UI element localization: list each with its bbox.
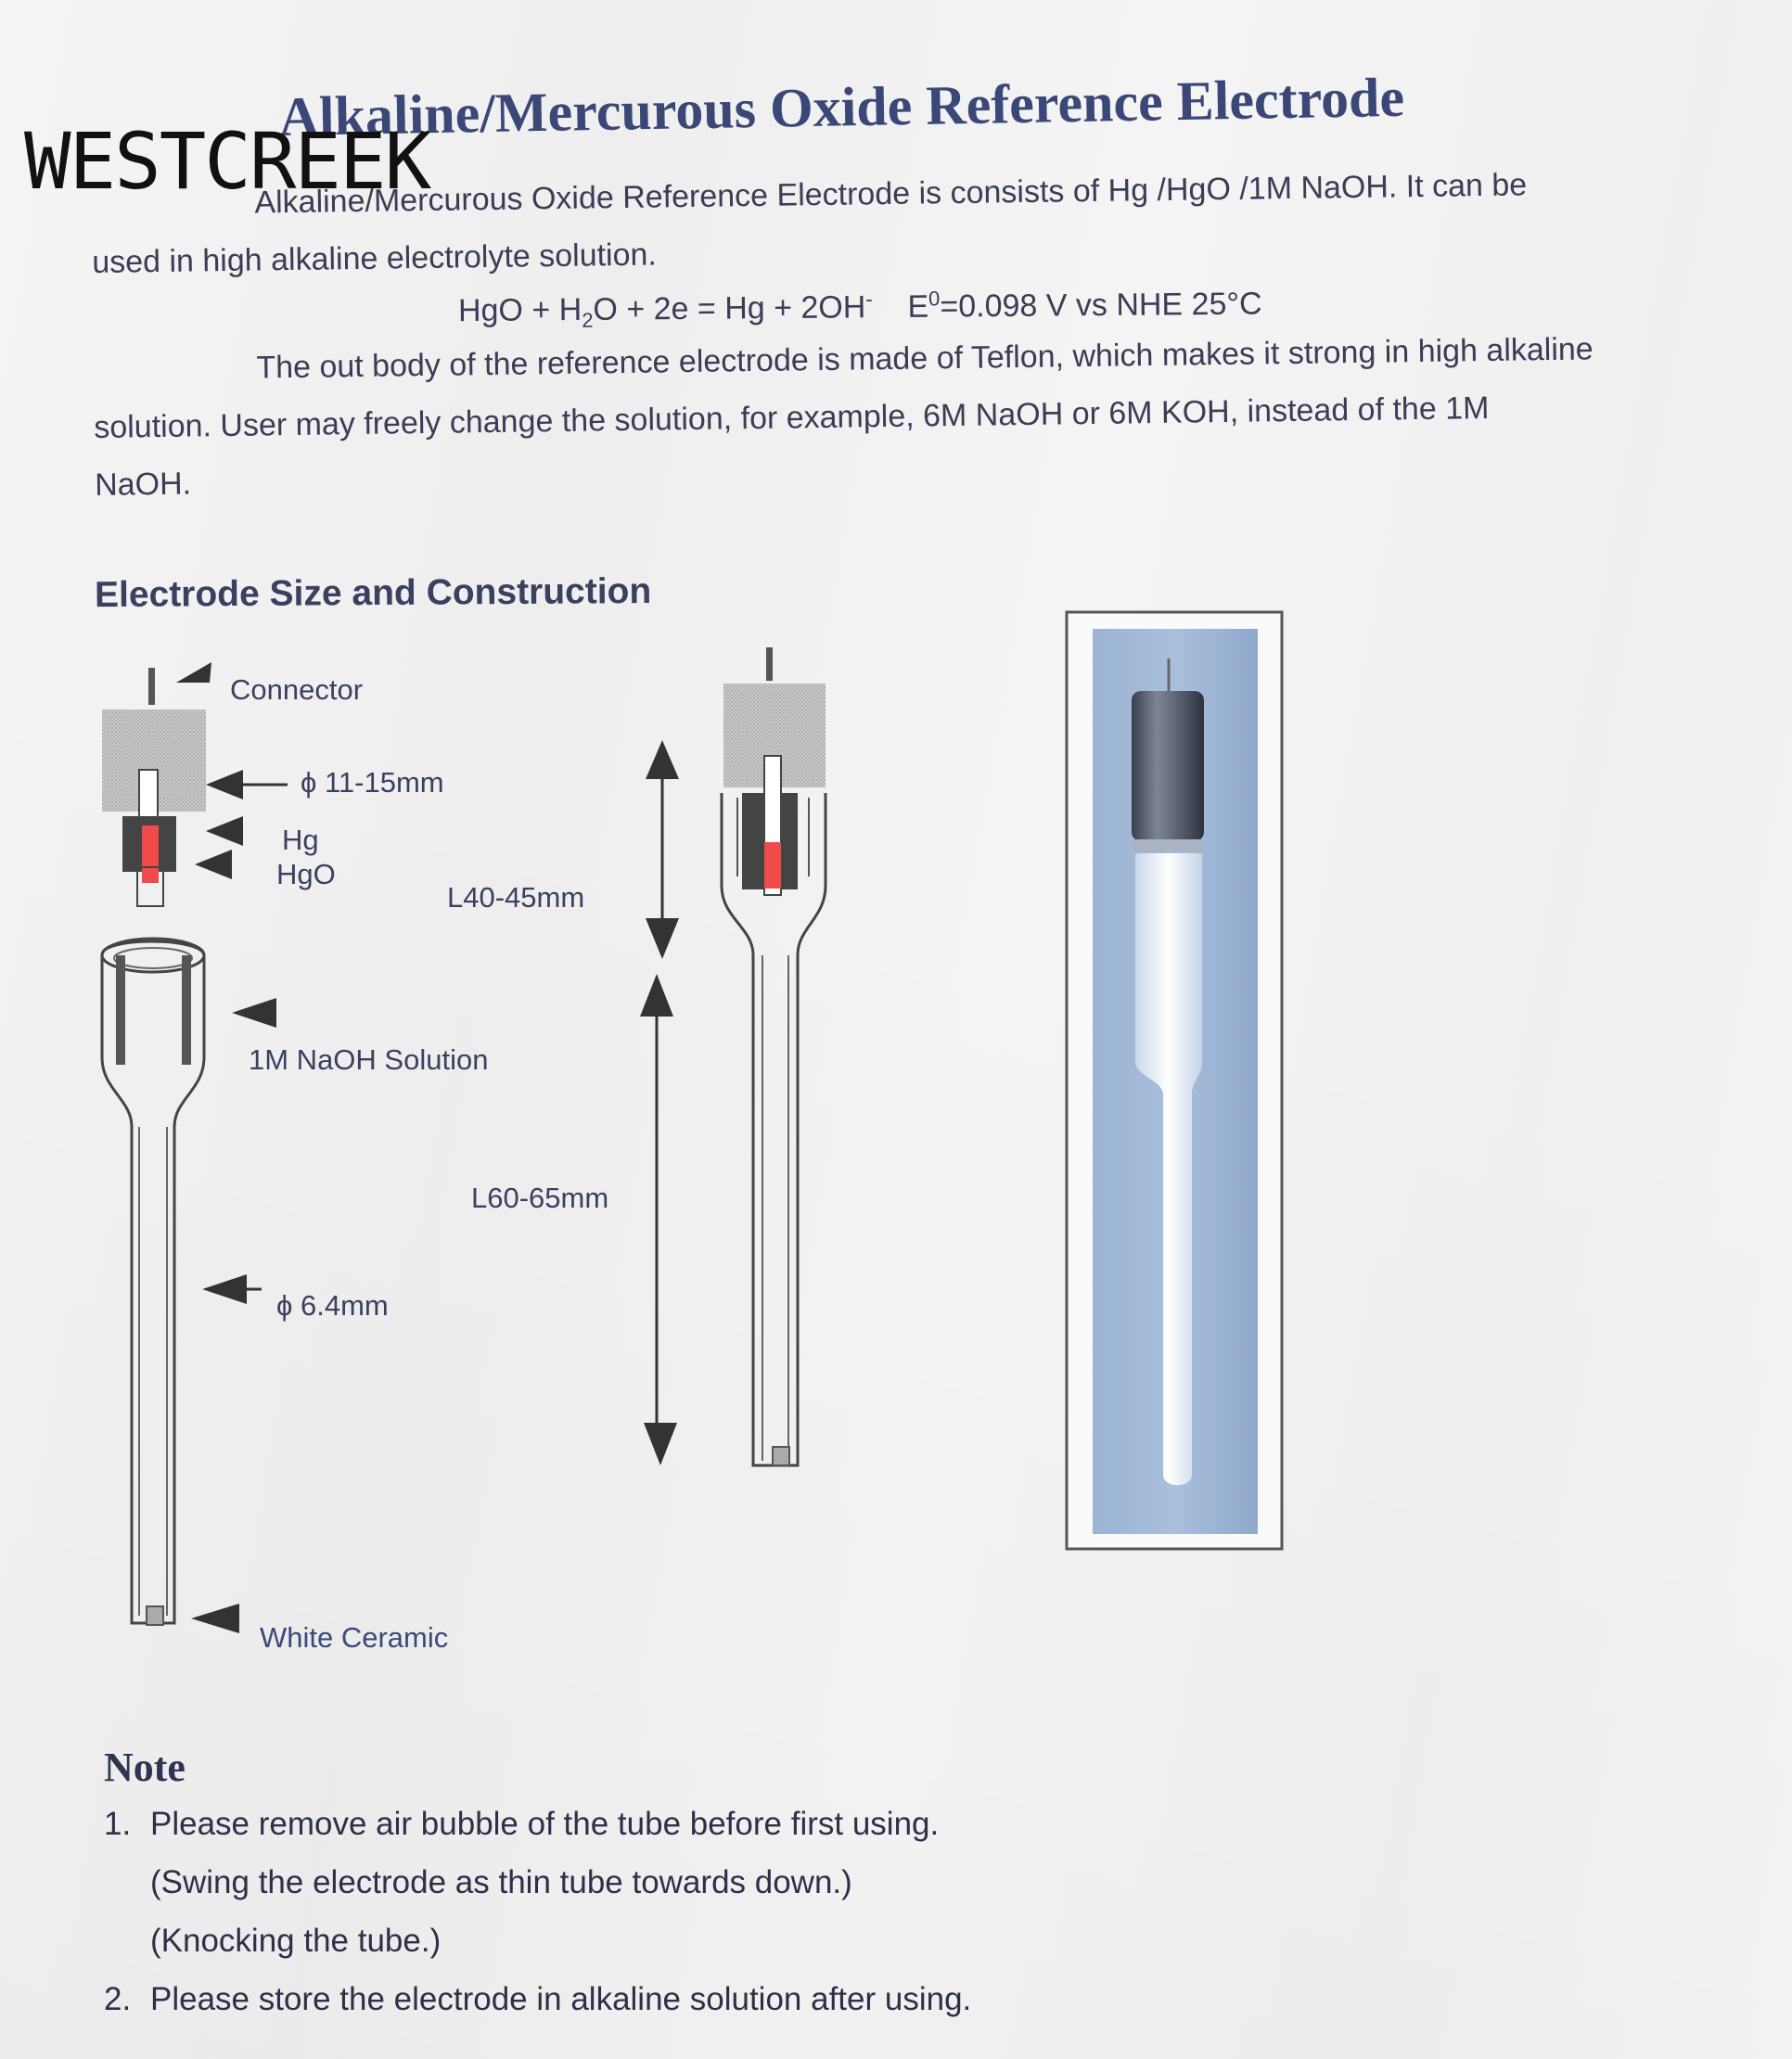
note-item-2-num: 2. bbox=[104, 1981, 132, 2017]
ceramic-plug bbox=[147, 1606, 163, 1625]
brand-logo: WESTCREEK bbox=[24, 116, 430, 207]
note-item-1-text: Please remove air bubble of the tube before first using. bbox=[150, 1806, 940, 1842]
label-connector: Connector bbox=[230, 673, 364, 706]
note-item-1-sub-1: (Swing the electrode as thin tube towards down.) bbox=[150, 1864, 852, 1900]
note-item-1 bbox=[104, 1795, 971, 1853]
body-line-1: The out body of the reference electrode is made of Teflon, which makes it strong in high alkaline bbox=[256, 331, 1594, 386]
note-item-1-num: 1. bbox=[104, 1806, 132, 1842]
page-title: Alkaline/Mercurous Oxide Reference Electrode bbox=[278, 66, 1405, 147]
electrode-photo bbox=[1067, 612, 1282, 1549]
connector-pin bbox=[148, 668, 155, 705]
ceramic-arrow-icon bbox=[191, 1604, 239, 1633]
note-item-2-text: Please store the electrode in alkaline solution after using. bbox=[150, 1981, 972, 2017]
note-title: Note bbox=[104, 1745, 186, 1790]
label-hgo: HgO bbox=[276, 858, 336, 890]
eq-left-a: HgO + H bbox=[457, 291, 582, 329]
diameter-arrow-icon bbox=[206, 770, 243, 799]
left-exploded-drawing bbox=[102, 662, 288, 1633]
hg-arrow-icon bbox=[206, 816, 243, 846]
naoh-arrow-icon bbox=[232, 998, 276, 1028]
label-length-bottom: L60-65mm bbox=[471, 1182, 609, 1214]
eq-left-b: O + 2e = Hg + 2OH bbox=[593, 289, 866, 327]
eq-e-sup: 0 bbox=[928, 287, 941, 311]
note-item-1-sub-2: (Knocking the tube.) bbox=[150, 1923, 442, 1959]
note-list bbox=[104, 1795, 971, 2028]
connector-arrow-icon bbox=[176, 662, 211, 683]
body-line-2: solution. User may freely change the solution, for example, 6M NaOH or 6M KOH, instead of the 1M bbox=[94, 390, 1490, 445]
intro-line-1: Alkaline/Mercurous Oxide Reference Electrode is consists of Hg /HgO /1M NaOH. It can be bbox=[254, 167, 1528, 221]
length-arrows bbox=[640, 740, 679, 1465]
label-hg: Hg bbox=[282, 824, 319, 856]
section-title: Electrode Size and Construction bbox=[94, 570, 652, 616]
body-line-3: NaOH. bbox=[94, 466, 192, 503]
eq-sup-minus: - bbox=[865, 287, 873, 311]
note-item-2 bbox=[104, 1970, 971, 2028]
eq-value: =0.098 V vs NHE 25°C bbox=[940, 286, 1262, 325]
label-diameter-top: ϕ 11-15mm bbox=[301, 766, 444, 799]
eq-e-label: E bbox=[907, 288, 929, 325]
hgo-arrow-icon bbox=[195, 850, 232, 879]
tube-diameter-arrow-icon bbox=[202, 1274, 247, 1304]
label-diameter-tube: ϕ 6.4mm bbox=[276, 1289, 389, 1322]
eq-sub: 2 bbox=[582, 308, 594, 332]
label-naoh: 1M NaOH Solution bbox=[249, 1043, 489, 1076]
assembled-drawing bbox=[722, 647, 826, 1465]
label-length-top: L40-45mm bbox=[447, 881, 585, 914]
label-ceramic: White Ceramic bbox=[260, 1621, 449, 1654]
intro-line-2: used in high alkaline electrolyte solution. bbox=[92, 237, 658, 280]
hg-red-fill bbox=[142, 825, 159, 883]
